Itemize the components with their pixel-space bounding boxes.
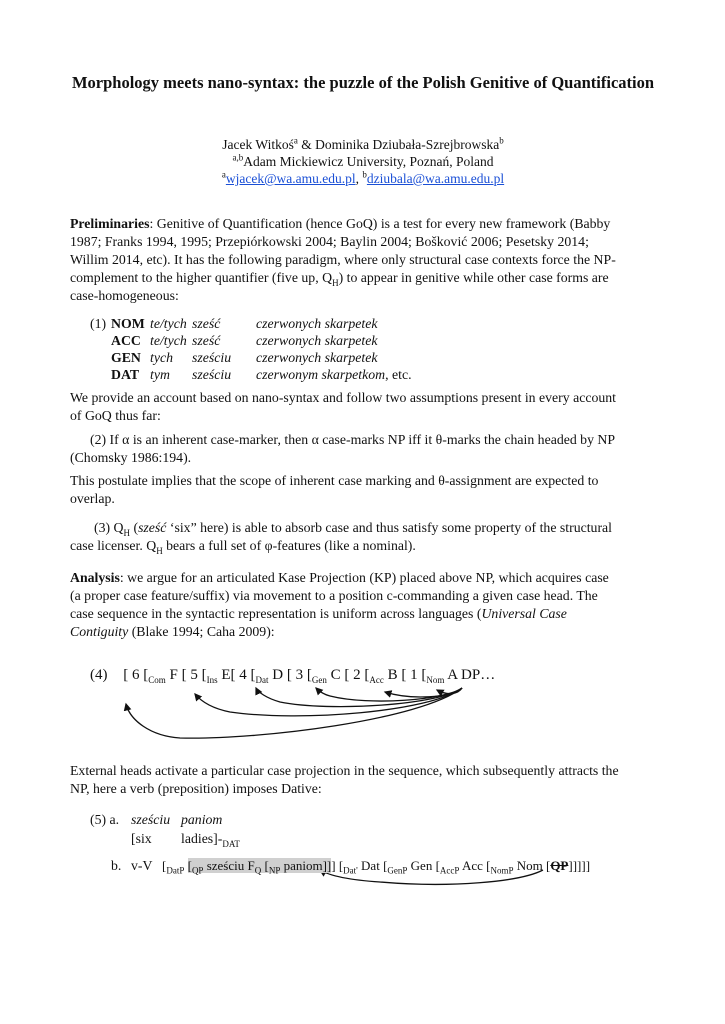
ex5b-structure: [$_{DatP}$ [$_{QP}$ sześciu $F_Q$ [$_{NP}$ paniom]]] [$_{Dat'}$ Dat [$_{GenP}$ Gen [$_{AccP}$ Acc [$_{NomP}$ Nom [QP]]]]] bbox=[162, 858, 591, 876]
postulate-line-1: This postulate implies that the scope of inherent case marking and θ-assignment are expected to bbox=[70, 473, 599, 488]
email-sep: , bbox=[355, 171, 363, 186]
paradigm-dem: te/tych bbox=[150, 316, 187, 331]
prelim-line-3: Willim 2014, etc). It has the following paradigm, where only structural case contexts force the NP- bbox=[70, 252, 616, 267]
account-line-1: We provide an account based on nano-syntax and follow two assumptions present in every account bbox=[70, 390, 617, 405]
author-sup-a: a bbox=[293, 135, 298, 146]
ex5b-acc-sub: AccP bbox=[439, 865, 460, 876]
analysis-heading: Analysis bbox=[70, 570, 120, 585]
ex5b-after: ] [ bbox=[331, 858, 344, 873]
case-label-sub: Com bbox=[148, 675, 166, 685]
ex3-rest: ‘six” here) is able to absorb case and thus satisfy some property of the structural bbox=[166, 520, 613, 535]
email-sup-a: a bbox=[221, 169, 226, 180]
analysis-line-3-italic: Universal Case bbox=[481, 606, 567, 621]
paradigm-case: ACC bbox=[111, 333, 141, 348]
ex5b-vv: v-V bbox=[131, 858, 153, 873]
ex3-line2-rest: bears a full set of φ-features (like a nominal). bbox=[162, 538, 416, 553]
ex5b-dat-sub: Dat' bbox=[343, 865, 358, 876]
paradigm-dem: tym bbox=[150, 367, 170, 382]
ex5b-hl-word: sześciu F bbox=[203, 858, 255, 873]
ex3-pre: (3) Q bbox=[94, 520, 124, 535]
case-label-sub: Dat bbox=[255, 675, 269, 685]
analysis-line-2: (a proper case feature/suffix) via movement to a position c-commanding a given case head. The bbox=[70, 588, 598, 603]
paradigm-np: czerwonych skarpetek bbox=[256, 333, 378, 348]
email-link-b[interactable]: dziubala@wa.amu.edu.pl bbox=[366, 171, 505, 186]
ex5a-gloss-open: [six bbox=[131, 831, 152, 846]
case-label-sub: Acc bbox=[369, 675, 384, 685]
ex5b-gen-sub: GenP bbox=[387, 865, 408, 876]
external-line-1: External heads activate a particular case projection in the sequence, which subsequently attracts the bbox=[70, 763, 619, 778]
ex3-line2-sub: H bbox=[156, 545, 163, 556]
paradigm-dem: tych bbox=[150, 350, 173, 365]
arrow-to-ins bbox=[195, 688, 462, 716]
case-seq-text: D [ 3 [ bbox=[268, 667, 312, 683]
ex5a-word1: sześciu bbox=[131, 812, 171, 827]
case-seq-text: C [ 2 [ bbox=[326, 667, 370, 683]
affil-sup: a,b bbox=[232, 152, 244, 163]
paradigm-case: DAT bbox=[111, 367, 140, 382]
affiliation: Adam Mickiewicz University, Poznań, Poland bbox=[243, 154, 494, 169]
ex5b-hl-fq: Q bbox=[254, 865, 262, 876]
ex5b-hl-open: [ bbox=[187, 858, 192, 873]
ex5b-end: ]]]]] bbox=[568, 858, 591, 873]
ex5b-hl-qp: QP bbox=[191, 865, 204, 876]
prelim-line-2: 1987; Franks 1994, 1995; Przepiórkowski 2004; Baylin 2004; Bošković 2006; Pesetsky 2014; bbox=[70, 234, 589, 249]
ex5a-gloss-word: ladies]- bbox=[181, 831, 223, 846]
ex5b-qp-struck: QP bbox=[550, 858, 569, 873]
ex5b-hl-np: NP bbox=[268, 865, 281, 876]
ex2-line-1: (2) If α is an inherent case-marker, then α case-marks NP iff it θ-marks the chain headed by NP bbox=[90, 432, 616, 447]
arrow-to-gen bbox=[316, 688, 462, 701]
email-link-a[interactable]: wjacek@wa.amu.edu.pl bbox=[225, 171, 356, 186]
paradigm-tail: , etc. bbox=[385, 367, 412, 382]
example-number-1: (1) bbox=[90, 316, 107, 331]
ex3-line2-text: case licenser. Q bbox=[70, 538, 157, 553]
prelim-line-5: case-homogeneous: bbox=[70, 288, 179, 303]
paradigm-np: czerwonych skarpetek bbox=[256, 316, 378, 331]
ex5b-dat: Dat [ bbox=[357, 858, 388, 873]
ex5a-gloss bbox=[181, 831, 240, 847]
paradigm-num: sześciu bbox=[192, 367, 232, 382]
ex5b-nom: Nom [ bbox=[513, 858, 551, 873]
external-paragraph bbox=[70, 762, 656, 798]
prelim-qh-sub: H bbox=[332, 277, 339, 288]
paradigm-np: czerwonym skarpetkom bbox=[256, 367, 386, 382]
analysis-line-3: case sequence in the syntactic representation is uniform across languages ( bbox=[70, 606, 482, 621]
account-line-2: of GoQ thus far: bbox=[70, 408, 161, 423]
ex2-line-2: (Chomsky 1986:194). bbox=[70, 450, 192, 465]
ex5b-datp-sub: DatP bbox=[166, 865, 185, 876]
ex5a-gloss-sub: DAT bbox=[222, 838, 240, 849]
arrow-to-nom bbox=[437, 688, 462, 694]
paradigm-num: sześciu bbox=[192, 350, 232, 365]
preliminaries-heading: Preliminaries bbox=[70, 216, 150, 231]
case-seq-text: E[ 4 [ bbox=[217, 667, 256, 683]
ex5b-hl-close: paniom]] bbox=[280, 858, 332, 873]
paradigm-num: sześć bbox=[192, 333, 221, 348]
example-number-5: (5) a. bbox=[90, 812, 120, 827]
author-witkos: Jacek Witkoś bbox=[222, 137, 294, 152]
ex3-sub: H bbox=[123, 527, 131, 538]
paper-title: Morphology meets nano-syntax: the puzzle of the Polish Genitive of Quantification bbox=[71, 73, 655, 92]
paradigm-num: sześć bbox=[192, 316, 221, 331]
ex3-word: sześć bbox=[138, 520, 167, 535]
ex5a-word2: paniom bbox=[181, 812, 223, 827]
ex5b-highlight-qp bbox=[187, 858, 332, 876]
prelim-line-1: : Genitive of Quantification (hence GoQ) is a test for every new framework (Babby bbox=[149, 216, 611, 231]
case-seq-text: A DP… bbox=[444, 667, 496, 683]
case-seq-text: B [ 1 [ bbox=[383, 667, 427, 683]
postulate-line-2: overlap. bbox=[70, 491, 115, 506]
ex5b-label: b. bbox=[111, 858, 122, 873]
ex3-open: ( bbox=[130, 520, 139, 535]
prelim-line-4a: complement to the higher quantifier (five up, Q bbox=[70, 270, 333, 285]
analysis-line-4-rest: (Blake 1994; Caha 2009): bbox=[128, 624, 275, 639]
author-sup-b: b bbox=[499, 135, 504, 146]
case-label-sub: Ins bbox=[206, 675, 218, 685]
analysis-line-1: : we argue for an articulated Kase Projection (KP) placed above NP, which acquires case bbox=[119, 570, 609, 585]
paradigm-case: GEN bbox=[111, 350, 141, 365]
author-dziubala: & Dominika Dziubała-Szrejbrowska bbox=[297, 137, 500, 152]
arrow-to-com bbox=[126, 688, 462, 738]
ex5b-nom-sub: NomP bbox=[490, 865, 514, 876]
paradigm-case: NOM bbox=[111, 316, 145, 331]
paradigm-dem: te/tych bbox=[150, 333, 187, 348]
ex5b-gen: Gen [ bbox=[407, 858, 440, 873]
analysis-line-4-italic: Contiguity bbox=[70, 624, 129, 639]
prelim-line-4b: ) to appear in genitive while other case forms are bbox=[338, 270, 609, 285]
external-line-2: NP, here a verb (preposition) imposes Dative: bbox=[70, 781, 322, 796]
email-sup-b: b bbox=[362, 169, 367, 180]
case-label-sub: Gen bbox=[311, 675, 327, 685]
ex5b-acc: Acc [ bbox=[459, 858, 491, 873]
case-label-sub: Nom bbox=[426, 675, 445, 685]
case-seq-text: F [ 5 [ bbox=[165, 667, 207, 683]
paradigm-np: czerwonych skarpetek bbox=[256, 350, 378, 365]
example-number-4: (4) bbox=[90, 667, 108, 683]
case-seq-text: [ 6 [ bbox=[123, 667, 149, 683]
ex5b-hl-np-open: [ bbox=[261, 858, 269, 873]
